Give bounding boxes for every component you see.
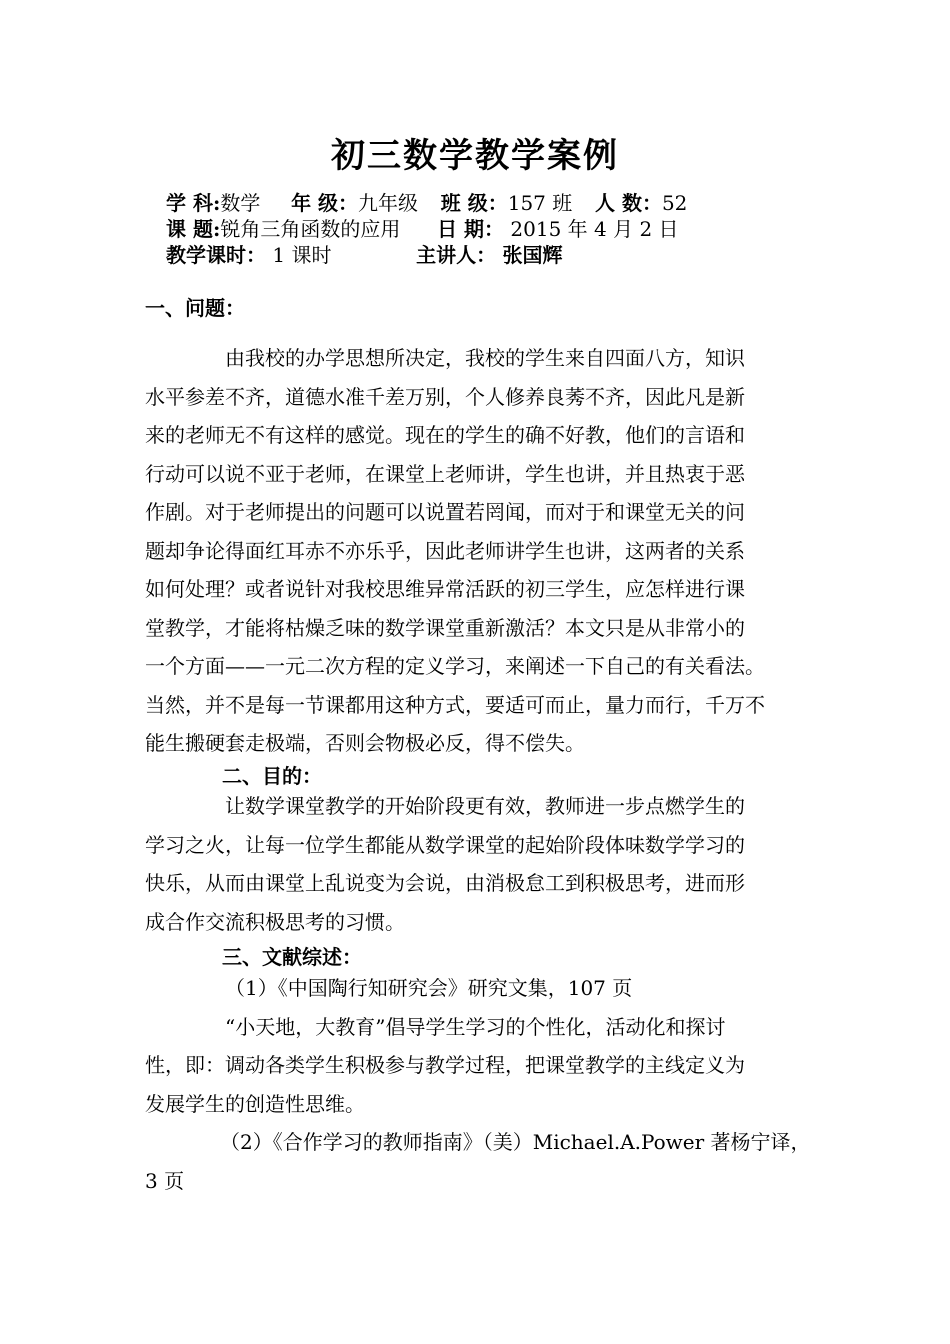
paragraph-literature [145,969,825,1200]
paragraph-problem [145,339,825,763]
count-value: 52 [661,191,688,215]
subject-value: 数学 [220,191,261,215]
paragraph-line: 学习之火，让每一位学生都能从数学课堂的起始阶段体味数学学习的 [145,832,745,857]
class-label: 班 级： [440,191,508,215]
paragraph-line: 一个方面——一元二次方程的定义学习，来阐述一下自己的有关看法。 [145,654,765,678]
meta-row-3 [166,242,563,268]
class-value: 157 班 [507,191,573,215]
paragraph-line: 题却争论得面红耳赤不亦乐乎，因此老师讲学生也讲，这两者的关系 [145,538,745,563]
reference-2: （2）《合作学习的教师指南》（美）Michael.A.Power 著杨宁译， [220,1130,811,1154]
reference-1: （1）《中国陶行知研究会》研究文集，107 页 [225,976,633,1000]
paragraph-line: 行动可以说不亚于老师，在课堂上老师讲，学生也讲，并且热衷于恶 [145,461,745,486]
hours-value: 1 课时 [272,243,332,267]
paragraph-line: 如何处理？或者说针对我校思维异常活跃的初三学生，应怎样进行课 [145,577,745,601]
paragraph-line: 发展学生的创造性思维。 [145,1091,365,1116]
paragraph-line: 性，即：调动各类学生积极参与教学过程，把课堂教学的主线定义为 [145,1053,745,1077]
paragraph-line: “小天地，大教育”倡导学生学习的个性化，活动化和探讨 [225,1014,726,1039]
paragraph-line: 快乐，从而由课堂上乱说变为会说，由消极怠工到积极思考，进而形 [145,871,745,895]
heading-literature: 三、文献综述： [222,945,362,969]
paragraph-line: 水平参差不齐，道德水准千差万别，个人修养良莠不齐，因此凡是新 [145,384,745,409]
hours-label: 教学课时： [166,243,266,267]
speaker-value: 张国辉 [502,243,563,267]
paragraph-line: 让数学课堂教学的开始阶段更有效，教师进一步点燃学生的 [225,794,745,818]
subject-label: 学 科: [166,191,221,215]
meta-row-1 [166,190,687,216]
grade-value: 九年级 [358,191,419,215]
paragraph-line: 3 页 [145,1168,185,1193]
count-label: 人 数： [594,191,662,215]
paragraph-goal [145,787,825,941]
heading-problem: 一、问题： [145,296,245,320]
paragraph-line: 当然，并不是每一节课都用这种方式，要适可而止，量力而行，千万不 [145,692,765,717]
paragraph-line: 作剧。对于老师提出的问题可以说置若罔闻，而对于和课堂无关的问 [145,500,745,524]
document-title: 初三数学教学案例 [331,136,619,176]
meta-row-2 [166,216,679,242]
date-label: 日 期： [437,217,505,241]
topic-label: 课 题: [166,217,221,241]
grade-label: 年 级： [291,191,359,215]
heading-goal: 二、目的： [222,764,322,788]
paragraph-line: 成合作交流积极思考的习惯。 [145,909,405,934]
speaker-label: 主讲人： [416,243,497,267]
paragraph-line: 由我校的办学思想所决定，我校的学生来自四面八方，知识 [225,346,745,370]
topic-value: 锐角三角函数的应用 [220,217,401,241]
date-value: 2015 年 4 月 2 日 [510,217,679,241]
paragraph-line: 来的老师无不有这样的感觉。现在的学生的确不好教，他们的言语和 [145,423,745,447]
paragraph-line: 堂教学，才能将枯燥乏味的数学课堂重新激活？本文只是从非常小的 [145,615,745,640]
paragraph-line: 能生搬硬套走极端，否则会物极必反，得不偿失。 [145,731,585,755]
